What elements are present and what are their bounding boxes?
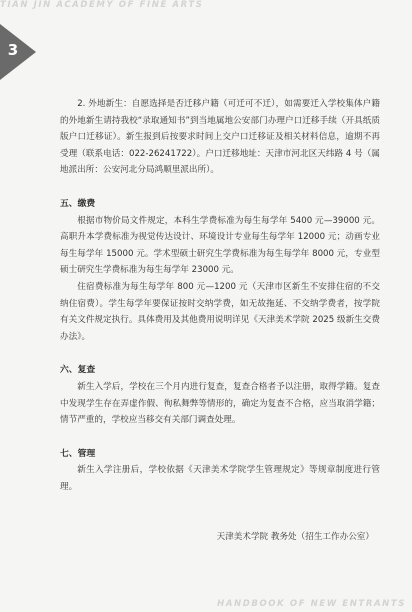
paragraph-tuition: 根据市物价局文件规定，本科生学费标准为每生每学年 5400 元—39000 元。高职升本学费标准为视觉传达设计、环境设计专业每生每学年 12000 元；动画专业每生每学年 15000 元。学术型硕士研究生学费标准为每生每学年 8000 元，专业型硕士研究生学费标准为每生每学年 23000 元。 <box>60 215 380 276</box>
paragraph-management: 新生入学注册后，学校依据《天津美术学院学生管理规定》等规章制度进行管理。 <box>60 465 380 492</box>
section-title-review: 六、复查 <box>60 365 96 376</box>
academy-name-banner: TIAN JIN ACADEMY OF FINE ARTS <box>0 0 204 10</box>
paragraph-household-transfer: 2. 外地新生：自愿选择是否迁移户籍（可迁可不迁），如需要迁入学校集体户籍的外地新生请持我校“录取通知书”到当地属地公安部门办理户口迁移手续（开具纸质版户口迁移证）。新生报到后按要求时间上交户口迁移证及相关材料信息，逾期不再受理（联系电话：022-26241722）。户口迁移地址：天津市河北区天纬路 4 号（属地派出所：公安河北分局鸿顺里派出所）。 <box>60 99 380 176</box>
handbook-footer-banner: HANDBOOK OF NEW ENTRANTS <box>217 599 406 609</box>
paragraph-accommodation-fee: 住宿费标准为每生每学年 800 元—1200 元（天津市区新生不安排住宿的不交纳住宿费）。学生每学年要保证按时交纳学费，如无故拖延、不交纳学费者，按学院有关文件规定执行。具体费用及其他费用说明详见《天津美术学院 2025 级新生交费办法》。 <box>60 281 380 342</box>
paragraph-review: 新生入学后，学校在三个月内进行复查，复查合格者予以注册，取得学籍。复查中发现学生存在弄虚作假、徇私舞弊等情形的，确定为复查不合格，应当取消学籍；情节严重的，学校应当移交有关部门调查处理。 <box>60 381 380 426</box>
issuer-signature: 天津美术学院 教务处（招生工作办公室） <box>216 532 374 543</box>
section-title-payment: 五、缴费 <box>60 198 96 209</box>
section-title-management: 七、管理 <box>60 448 96 459</box>
document-body <box>60 96 380 546</box>
page-number: 3 <box>7 41 19 59</box>
